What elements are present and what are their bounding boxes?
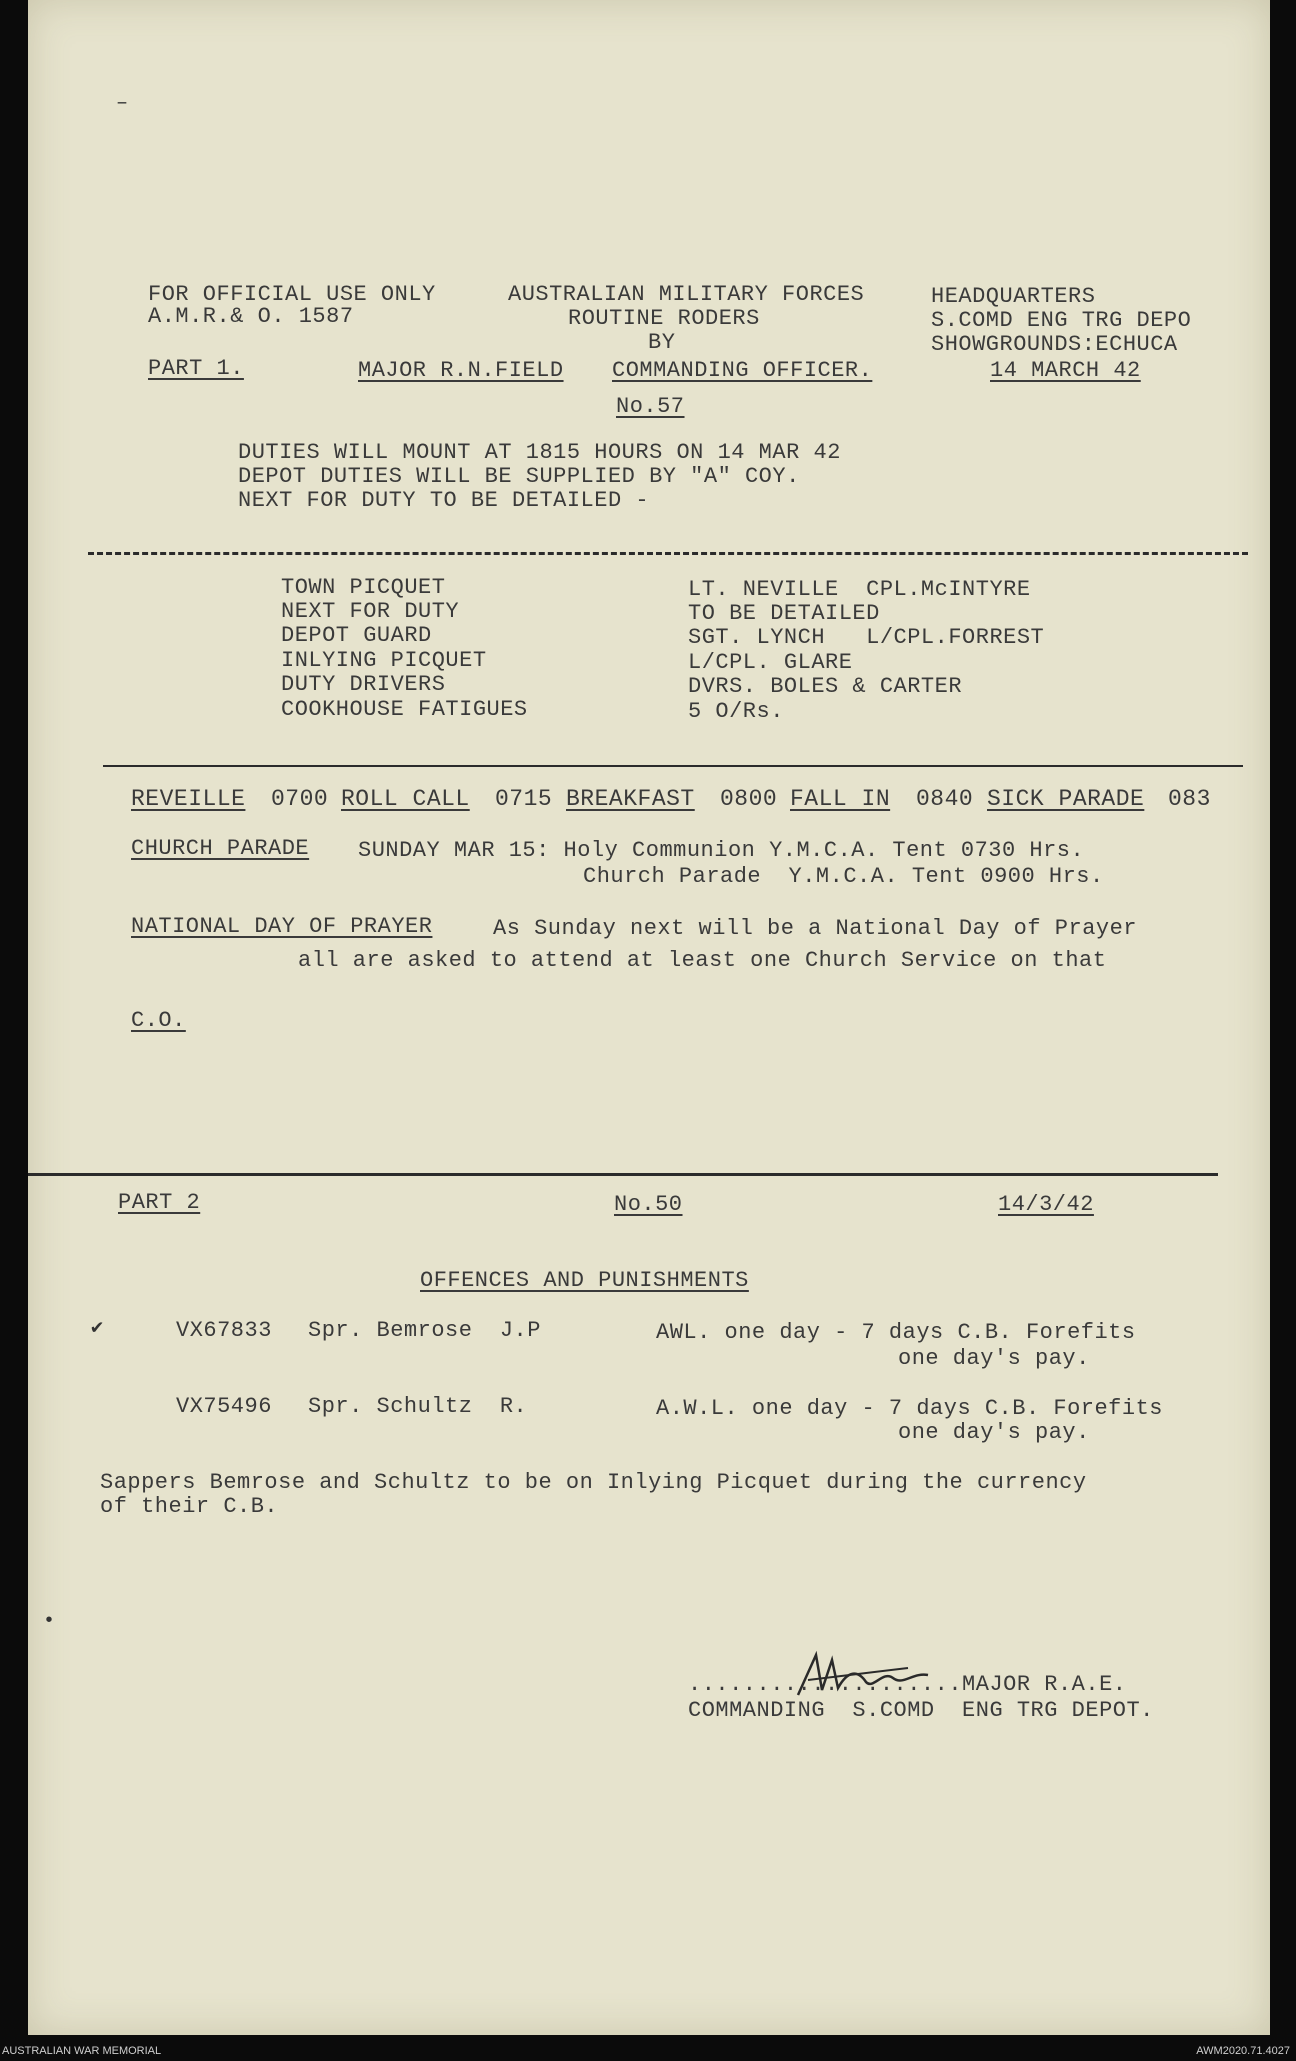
fallin-time: 0840 xyxy=(916,786,974,812)
signature-title: COMMANDING S.COMD ENG TRG DEPOT. xyxy=(688,1698,1154,1723)
part2-date: 14/3/42 xyxy=(998,1192,1094,1217)
officer-name: MAJOR R.N.FIELD xyxy=(358,358,564,383)
hq-label: HEADQUARTERS xyxy=(931,284,1096,309)
duty-name: NEXT FOR DUTY xyxy=(281,599,460,624)
reveille-time: 0700 xyxy=(271,786,329,812)
duty-assignee: SGT. LYNCH L/CPL.FORREST xyxy=(688,625,1045,650)
service-number: VX75496 xyxy=(176,1394,272,1419)
intro-line-1: DUTIES WILL MOUNT AT 1815 HOURS ON 14 MAR 42 xyxy=(238,440,841,465)
offence-detail-2: one day's pay. xyxy=(898,1420,1090,1445)
sick-parade-label: SICK PARADE xyxy=(987,786,1145,812)
sick-parade-time: 083 xyxy=(1168,786,1211,812)
part1-label: PART 1. xyxy=(148,356,244,381)
offence-detail-2: one day's pay. xyxy=(898,1346,1090,1371)
section-divider xyxy=(28,1173,1218,1176)
prayer-label: NATIONAL DAY OF PRAYER xyxy=(131,914,433,939)
prayer-line-2: all are asked to attend at least one Church Service on that xyxy=(298,948,1107,973)
signature-line: ....................MAJOR R.A.E. xyxy=(688,1672,1127,1697)
stray-mark: ✔ xyxy=(91,1317,104,1340)
officer-title: COMMANDING OFFICER. xyxy=(612,358,873,383)
duty-name: DUTY DRIVERS xyxy=(281,672,446,697)
fallin-label: FALL IN xyxy=(790,786,891,812)
note-line-2: of their C.B. xyxy=(100,1494,279,1519)
offence-detail: AWL. one day - 7 days C.B. Forefits xyxy=(656,1320,1136,1345)
part2-label: PART 2 xyxy=(118,1190,201,1215)
official-use-label: FOR OFFICIAL USE ONLY xyxy=(148,282,436,307)
order-number: No.57 xyxy=(616,394,685,419)
soldier-name: Spr. Bemrose J.P xyxy=(308,1318,541,1343)
church-parade-label: CHURCH PARADE xyxy=(131,836,310,861)
duty-assignee: LT. NEVILLE CPL.McINTYRE xyxy=(688,577,1031,602)
co-signoff: C.O. xyxy=(131,1008,186,1033)
document-title: ROUTINE RODERS xyxy=(568,306,760,331)
prayer-line-1: As Sunday next will be a National Day of Prayer xyxy=(493,916,1138,941)
duty-assignee: TO BE DETAILED xyxy=(688,601,880,626)
rollcall-label: ROLL CALL xyxy=(341,786,470,812)
intro-line-2: DEPOT DUTIES WILL BE SUPPLIED BY "A" COY. xyxy=(238,464,800,489)
footer-right: AWM2020.71.4027 xyxy=(1196,2045,1290,2057)
offence-detail: A.W.L. one day - 7 days C.B. Forefits xyxy=(656,1396,1163,1421)
document-page xyxy=(28,0,1270,2035)
intro-line-3: NEXT FOR DUTY TO BE DETAILED - xyxy=(238,488,650,513)
duty-name: DEPOT GUARD xyxy=(281,623,432,648)
unit-label: S.COMD ENG TRG DEPO xyxy=(931,308,1192,333)
section-divider xyxy=(103,765,1243,767)
duty-name: COOKHOUSE FATIGUES xyxy=(281,697,528,722)
stray-mark: • xyxy=(43,1610,56,1633)
org-title: AUSTRALIAN MILITARY FORCES xyxy=(508,282,865,307)
breakfast-time: 0800 xyxy=(720,786,778,812)
breakfast-label: BREAKFAST xyxy=(566,786,695,812)
duty-assignee: DVRS. BOLES & CARTER xyxy=(688,674,963,699)
duty-name: INLYING PICQUET xyxy=(281,648,487,673)
reveille-label: REVEILLE xyxy=(131,786,246,812)
order-date: 14 MARCH 42 xyxy=(990,358,1141,383)
rollcall-time: 0715 xyxy=(495,786,553,812)
service-number: VX67833 xyxy=(176,1318,272,1343)
reference-label: A.M.R.& O. 1587 xyxy=(148,304,354,329)
location-label: SHOWGROUNDS:ECHUCA xyxy=(931,332,1178,357)
soldier-name: Spr. Schultz R. xyxy=(308,1394,528,1419)
part2-order-number: No.50 xyxy=(614,1192,683,1217)
note-line-1: Sappers Bemrose and Schultz to be on Inlying Picquet during the currency xyxy=(100,1470,1087,1495)
by-label: BY xyxy=(648,330,676,355)
stray-mark: – xyxy=(116,92,129,115)
duty-assignee: L/CPL. GLARE xyxy=(688,650,853,675)
footer-left: AUSTRALIAN WAR MEMORIAL xyxy=(2,2045,162,2057)
offences-heading: OFFENCES AND PUNISHMENTS xyxy=(420,1268,749,1293)
section-divider xyxy=(88,552,1248,555)
duty-assignee: 5 O/Rs. xyxy=(688,699,784,724)
church-line-1: SUNDAY MAR 15: Holy Communion Y.M.C.A. Tent 0730 Hrs. xyxy=(358,838,1085,863)
duty-name: TOWN PICQUET xyxy=(281,575,446,600)
church-line-2: Church Parade Y.M.C.A. Tent 0900 Hrs. xyxy=(583,864,1104,889)
